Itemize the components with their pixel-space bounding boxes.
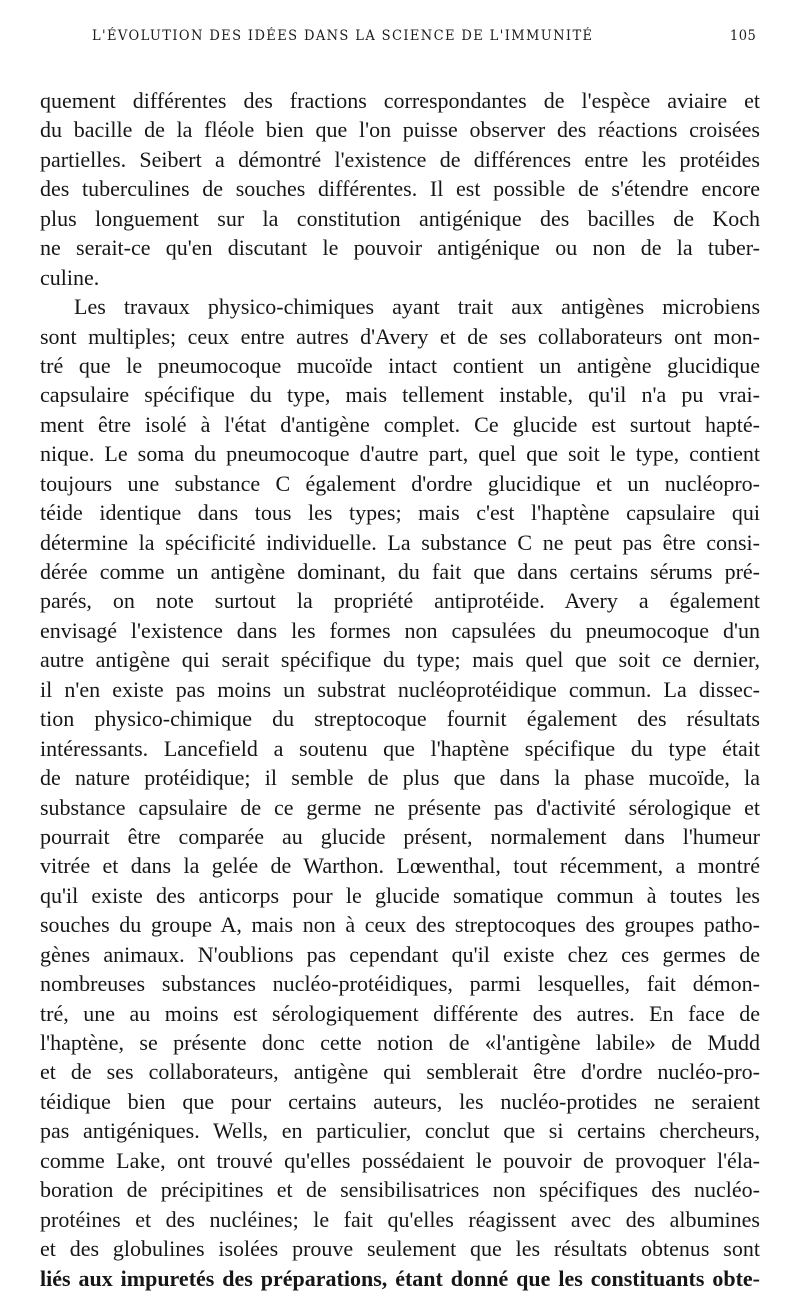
text-line: envisagé l'existence dans les formes non capsulées du pneumocoque d'un <box>40 617 760 643</box>
text-line: téidique bien que pour certains auteurs, les nucléo-protides ne seraient <box>40 1088 760 1114</box>
text-line: sont multiples; ceux entre autres d'Avery et de ses collaborateurs ont mon- <box>40 323 760 349</box>
text-line: souches du groupe A, mais non à ceux des streptocoques des groupes patho- <box>40 912 760 938</box>
text-line: et de ses collaborateurs, antigène qui semblerait être d'ordre nucléo-pro- <box>40 1059 760 1085</box>
text-line: de nature protéidique; il semble de plus que dans la phase mucoïde, la <box>40 765 760 791</box>
text-line: pourrait être comparée au glucide présent, normalement dans l'humeur <box>40 823 760 849</box>
text-line: l'haptène, se présente donc cette notion de «l'antigène labile» de Mudd <box>40 1030 760 1055</box>
text-line: ne serait-ce qu'en discutant le pouvoir antigénique ou non de la tuber- <box>40 235 760 261</box>
text-line: parés, on note surtout la propriété antiprotéide. Avery a également <box>40 588 760 614</box>
text-line: liés aux impuretés des préparations, étant donné que les constituants obte- <box>40 1265 760 1291</box>
running-head <box>92 22 757 52</box>
text-line: des tuberculines de souches différentes. Il est possible de s'étendre encore <box>40 176 760 202</box>
text-line: toujours une substance C également d'ordre glucidique et un nucléopro- <box>40 470 760 496</box>
text-line: substance capsulaire de ce germe ne présente pas d'activité sérologique et <box>40 794 760 820</box>
text-line: du bacille de la fléole bien que l'on puisse observer des réactions croisées <box>40 117 760 143</box>
running-title: L'ÉVOLUTION DES IDÉES DANS LA SCIENCE DE L'IMMUNITÉ <box>92 28 594 44</box>
text-line: tré, une au moins est sérologiquement différente des autres. En face de <box>40 1000 760 1026</box>
text-line: partielles. Seibert a démontré l'existence de différences entre les protéides <box>40 146 760 172</box>
text-line: et des globulines isolées prouve seulement que les résultats obtenus sont <box>40 1236 760 1262</box>
text-line: nique. Le soma du pneumocoque d'autre part, quel que soit le type, contient <box>40 441 760 467</box>
text-line: gènes animaux. N'oublions pas cependant qu'il existe chez ces germes de <box>40 941 760 967</box>
text-line: téide identique dans tous les types; mais c'est l'haptène capsulaire qui <box>40 500 760 526</box>
body-text <box>40 86 760 1293</box>
text-line: autre antigène qui serait spécifique du type; mais quel que soit ce dernier, <box>40 647 760 673</box>
text-line: tion physico-chimique du streptocoque fournit également des résultats <box>40 706 760 732</box>
text-line: Les travaux physico-chimiques ayant trait aux antigènes microbiens <box>74 294 760 320</box>
text-line: pas antigéniques. Wells, en particulier, conclut que si certains chercheurs, <box>40 1118 760 1144</box>
text-line: boration de précipitines et de sensibilisatrices non spécifiques des nucléo- <box>40 1177 760 1203</box>
text-line: culine. <box>40 264 100 290</box>
text-line: détermine la spécificité individuelle. La substance C ne peut pas être consi- <box>40 529 760 555</box>
text-line: intéressants. Lancefield a soutenu que l'haptène spécifique du type était <box>40 735 760 761</box>
text-line: comme Lake, ont trouvé qu'elles possédaient le pouvoir de provoquer l'éla- <box>40 1147 760 1173</box>
text-line: tré que le pneumocoque mucoïde intact contient un antigène glucidique <box>40 352 760 378</box>
page-number: 105 <box>729 28 757 44</box>
text-line: nombreuses substances nucléo-protéidiques, parmi lesquelles, fait démon- <box>40 971 760 997</box>
text-line: il n'en existe pas moins un substrat nucléoprotéidique commun. La dissec- <box>40 676 760 702</box>
text-line: qu'il existe des anticorps pour le glucide somatique commun à toutes les <box>40 882 760 908</box>
text-line: protéines et des nucléines; le fait qu'elles réagissent avec des albumines <box>40 1206 760 1232</box>
text-line: dérée comme un antigène dominant, du fait que dans certains sérums pré- <box>40 559 760 584</box>
text-line: plus longuement sur la constitution antigénique des bacilles de Koch <box>40 205 760 231</box>
text-line: quement différentes des fractions correspondantes de l'espèce aviaire et <box>40 88 760 113</box>
text-line: vitrée et dans la gelée de Warthon. Lœwenthal, tout récemment, a montré <box>40 853 760 879</box>
text-line: ment être isolé à l'état d'antigène complet. Ce glucide est surtout hapté- <box>40 411 760 437</box>
text-line: capsulaire spécifique du type, mais tellement instable, qu'il n'a pu vrai- <box>40 382 760 408</box>
